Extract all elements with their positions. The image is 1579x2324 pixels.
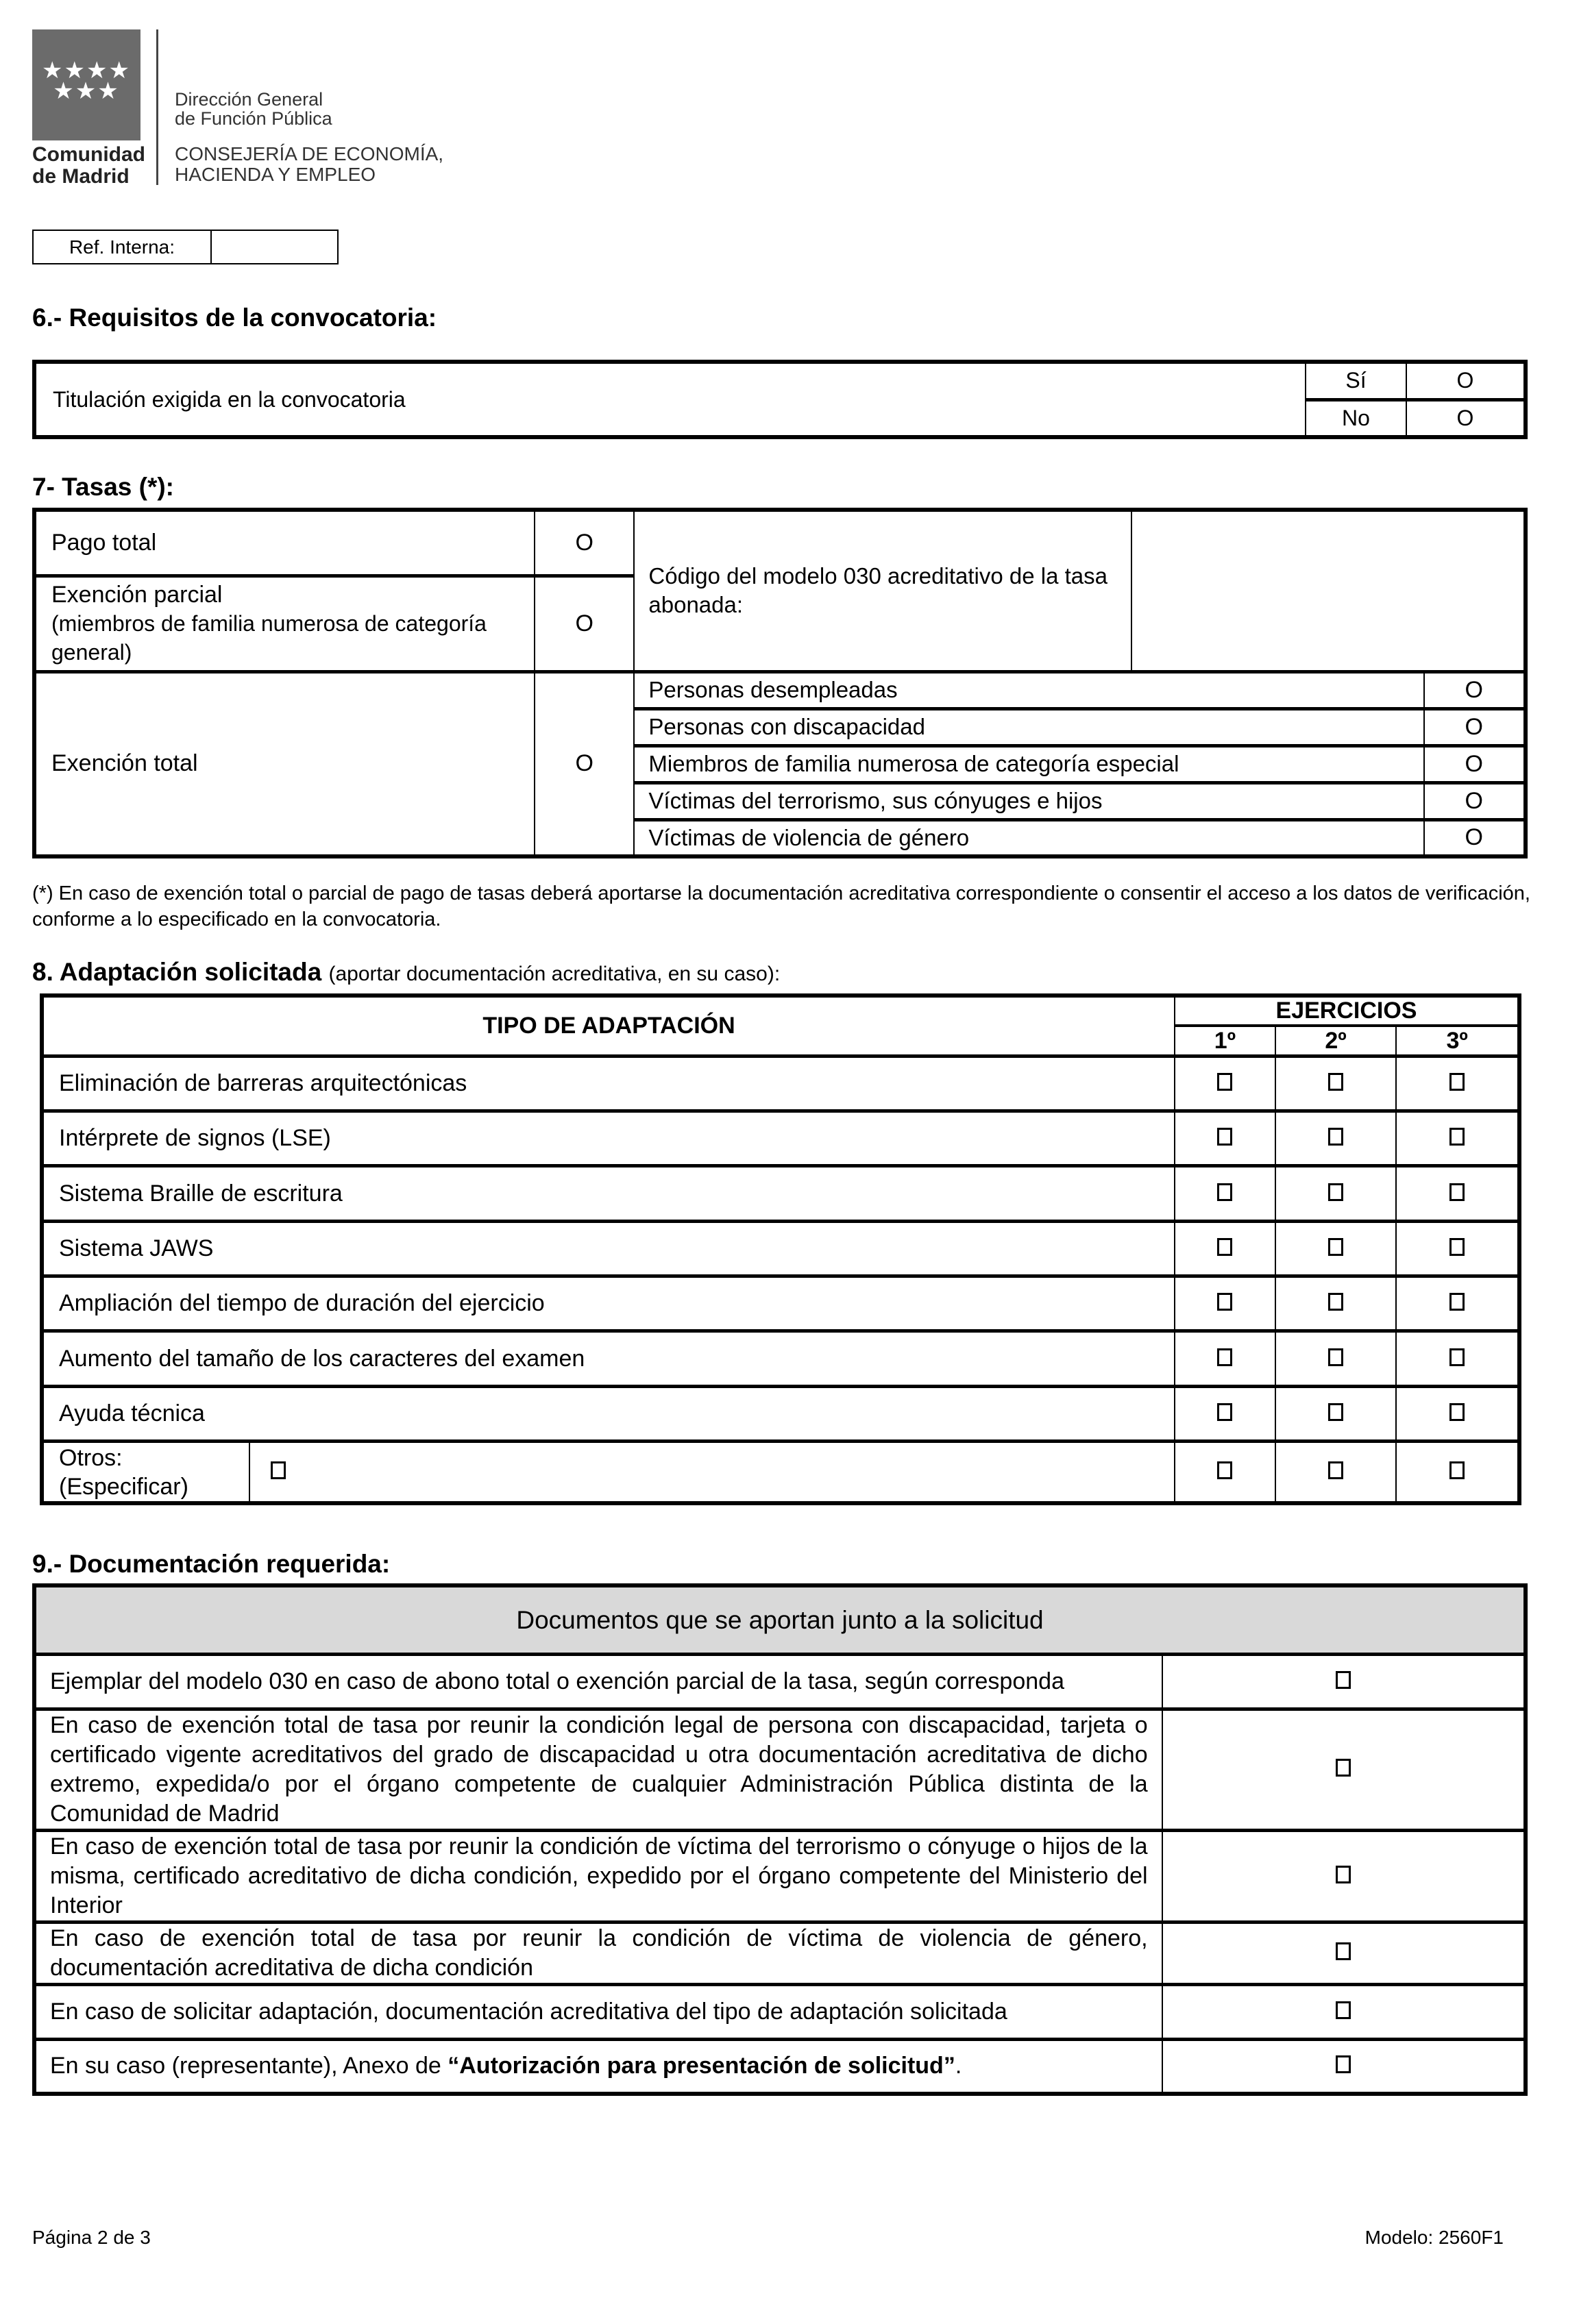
section6-heading: 6.- Requisitos de la convocatoria: — [32, 304, 437, 332]
otros-checkbox[interactable] — [271, 1461, 286, 1479]
checkbox[interactable] — [1336, 1759, 1351, 1777]
adaptacion-label: Eliminación de barreras arquitectónicas — [42, 1056, 1175, 1111]
checkbox[interactable] — [1336, 2001, 1351, 2019]
section9-heading: 9.- Documentación requerida: — [32, 1550, 391, 1578]
option-no-label: No — [1306, 399, 1406, 437]
checkbox[interactable] — [1328, 1073, 1343, 1091]
ref-interna-field[interactable] — [212, 231, 337, 263]
checkbox[interactable] — [1328, 1293, 1343, 1311]
pago-total-radio[interactable]: O — [535, 510, 634, 576]
col-tipo-adaptacion: TIPO DE ADAPTACIÓN — [42, 996, 1175, 1056]
checkbox[interactable] — [1336, 1942, 1351, 1960]
checkbox[interactable] — [1449, 1238, 1465, 1256]
documento-label: En caso de exención total de tasa por reunir la condición de víctima del terrorismo o cónyuge o hijos de la misma, certificado acreditativo de dicha condición, expedido por el órgano competente del Ministerio del Interior — [34, 1830, 1162, 1922]
checkbox[interactable] — [1449, 1403, 1465, 1421]
adaptacion-label: Sistema JAWS — [42, 1221, 1175, 1276]
col-ejercicio-1: 1º — [1175, 1026, 1275, 1056]
exencion-item-label: Miembros de familia numerosa de categoría especial — [634, 745, 1423, 782]
exencion-item-label: Víctimas del terrorismo, sus cónyuges e hijos — [634, 782, 1423, 819]
checkbox[interactable] — [1328, 1183, 1343, 1201]
checkbox[interactable] — [1217, 1073, 1232, 1091]
stars-icon: ★★★★ ★★★ — [42, 58, 131, 104]
col-ejercicios: EJERCICIOS — [1175, 996, 1519, 1026]
checkbox[interactable] — [1449, 1128, 1465, 1146]
adaptacion-label: Aumento del tamaño de los caracteres del examen — [42, 1331, 1175, 1386]
section8-heading: 8. Adaptación solicitada (aportar documentación acreditativa, en su caso): — [32, 958, 781, 986]
checkbox[interactable] — [1217, 1403, 1232, 1421]
checkbox[interactable] — [1449, 1461, 1465, 1479]
otros-label: Otros: (Especificar) — [42, 1442, 249, 1503]
logo-wordmark: Comunidad de Madrid — [32, 143, 145, 188]
exencion-parcial-sublabel: (miembros de familia numerosa de categoría general) — [51, 611, 487, 665]
department-name: Dirección General de Función Pública — [175, 89, 332, 129]
checkbox[interactable] — [1217, 1238, 1232, 1256]
exencion-item-radio[interactable]: O — [1424, 782, 1526, 819]
checkbox[interactable] — [1336, 1866, 1351, 1883]
exencion-total-radio[interactable]: O — [535, 671, 634, 856]
codigo-030-field[interactable] — [1131, 510, 1526, 671]
model-number: Modelo: 2560F1 — [1364, 2227, 1504, 2248]
adaptacion-label: Intérprete de signos (LSE) — [42, 1111, 1175, 1166]
documentacion-header: Documentos que se aportan junto a la solicitud — [34, 1585, 1526, 1654]
documentacion-table — [32, 1583, 1528, 2096]
col-ejercicio-3: 3º — [1396, 1026, 1519, 1056]
exencion-item-label: Víctimas de violencia de género — [634, 819, 1423, 856]
documento-label-representante: En su caso (representante), Anexo de “Autorización para presentación de solicitud”. — [34, 2039, 1162, 2094]
checkbox[interactable] — [1449, 1073, 1465, 1091]
checkbox[interactable] — [1328, 1461, 1343, 1479]
exencion-total-label: Exención total — [34, 671, 535, 856]
col-ejercicio-2: 2º — [1275, 1026, 1397, 1056]
option-no-radio[interactable]: O — [1406, 399, 1526, 437]
documento-label: En caso de exención total de tasa por reunir la condición legal de persona con discapacidad, tarjeta o certificado vigente acreditativos del grado de discapacidad u otra documentación acreditativa de dicho extremo, expedida/o por el órgano competente de cualquier Administración Pública distinta de la Comunidad de Madrid — [34, 1709, 1162, 1830]
checkbox[interactable] — [1217, 1348, 1232, 1366]
requisitos-table — [32, 360, 1528, 439]
codigo-030-label: Código del modelo 030 acreditativo de la tasa abonada: — [634, 510, 1131, 671]
page-number: Página 2 de 3 — [32, 2227, 151, 2248]
adaptacion-label: Ayuda técnica — [42, 1386, 1175, 1441]
adaptacion-label: Sistema Braille de escritura — [42, 1166, 1175, 1221]
option-si-label: Sí — [1306, 362, 1406, 399]
checkbox[interactable] — [1449, 1293, 1465, 1311]
checkbox[interactable] — [1328, 1238, 1343, 1256]
adaptacion-table — [40, 993, 1521, 1505]
titulacion-label: Titulación exigida en la convocatoria — [34, 362, 1306, 437]
checkbox[interactable] — [1217, 1293, 1232, 1311]
pago-total-label: Pago total — [34, 510, 535, 576]
option-si-radio[interactable]: O — [1406, 362, 1526, 399]
checkbox[interactable] — [1328, 1348, 1343, 1366]
documento-label: Ejemplar del modelo 030 en caso de abono total o exención parcial de la tasa, según corresponda — [34, 1654, 1162, 1709]
checkbox[interactable] — [1328, 1403, 1343, 1421]
documento-label: En caso de solicitar adaptación, documentación acreditativa del tipo de adaptación solicitada — [34, 1984, 1162, 2039]
ref-interna-label: Ref. Interna: — [34, 231, 212, 263]
checkbox[interactable] — [1217, 1461, 1232, 1479]
exencion-parcial-radio[interactable]: O — [535, 576, 634, 671]
checkbox[interactable] — [1328, 1128, 1343, 1146]
checkbox[interactable] — [1449, 1183, 1465, 1201]
exencion-item-label: Personas desempleadas — [634, 671, 1423, 708]
exencion-item-radio[interactable]: O — [1424, 671, 1526, 708]
ministry-name: CONSEJERÍA DE ECONOMÍA, HACIENDA Y EMPLEO — [175, 143, 444, 185]
exencion-item-radio[interactable]: O — [1424, 819, 1526, 856]
tasas-footnote: (*) En caso de exención total o parcial de pago de tasas deberá aportarse la documentación acreditativa correspondiente o consentir el acceso a los datos de verificación, conforme a lo especificado en la convocatoria. — [32, 882, 1530, 930]
exencion-parcial-label: Exención parcial — [51, 582, 223, 608]
exencion-parcial-cell — [34, 576, 535, 671]
section8-note: (aportar documentación acreditativa, en su caso): — [328, 963, 781, 985]
tasas-table — [32, 508, 1528, 858]
checkbox[interactable] — [1217, 1183, 1232, 1201]
exencion-item-label: Personas con discapacidad — [634, 708, 1423, 745]
exencion-item-radio[interactable]: O — [1424, 708, 1526, 745]
exencion-item-radio[interactable]: O — [1424, 745, 1526, 782]
adaptacion-label: Ampliación del tiempo de duración del ejercicio — [42, 1276, 1175, 1331]
checkbox[interactable] — [1336, 1671, 1351, 1689]
documento-label: En caso de exención total de tasa por reunir la condición de víctima de violencia de género, documentación acreditativa de dicha condición — [34, 1922, 1162, 1984]
logo-divider — [156, 29, 158, 185]
ref-interna-box — [32, 230, 339, 264]
checkbox[interactable] — [1336, 2055, 1351, 2073]
checkbox[interactable] — [1217, 1128, 1232, 1146]
checkbox[interactable] — [1449, 1348, 1465, 1366]
section7-heading: 7- Tasas (*): — [32, 473, 174, 501]
